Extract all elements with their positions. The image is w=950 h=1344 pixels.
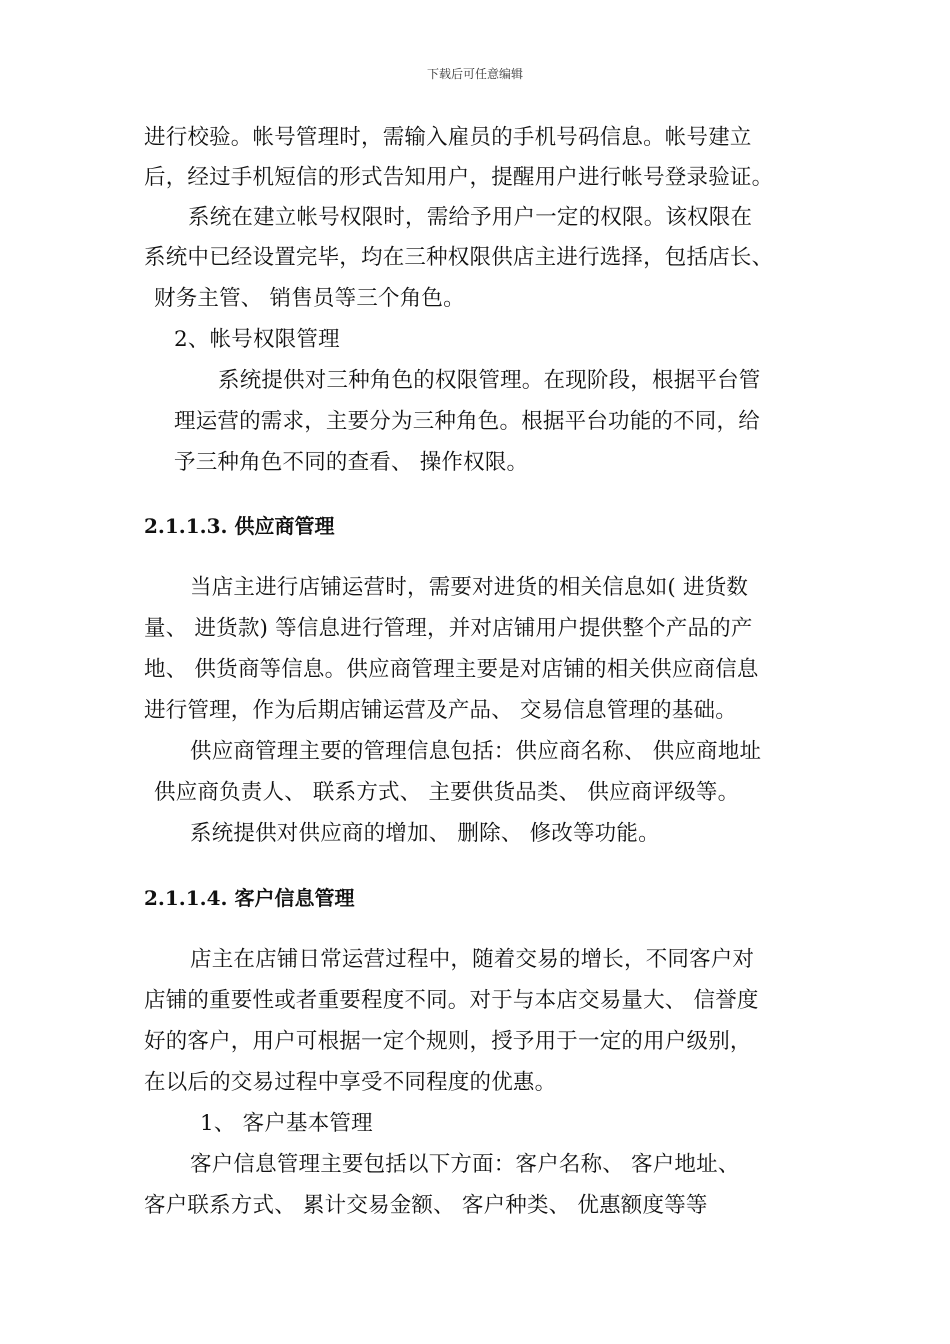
page-header-note: 下载后可任意编辑 (426, 67, 523, 81)
body-text-line: 予三种角色不同的查看、 操作权限。 (174, 450, 529, 475)
body-text-line: 系统提供对供应商的增加、 删除、 修改等功能。 (190, 821, 660, 846)
section-heading-supplier: 2.1.1.3. 供应商管理 (144, 514, 335, 538)
body-text-line: 系统中已经设置完毕，均在三种权限供店主进行选择，包括店长、 (144, 245, 774, 270)
body-text-line: 进行管理，作为后期店铺运营及产品、 交易信息管理的基础。 (144, 698, 737, 723)
body-text-line: 客户联系方式、 累计交易金额、 客户种类、 优惠额度等等 (144, 1193, 708, 1218)
body-text-line: 供应商管理主要的管理信息包括：供应商名称、 供应商地址 (190, 739, 762, 764)
body-text-line: 系统提供对三种角色的权限管理。在现阶段，根据平台管 (218, 368, 761, 393)
body-text-line: 店主在店铺日常运营过程中，随着交易的增长，不同客户对 (190, 947, 755, 972)
body-text-line: 理运营的需求，主要分为三种角色。根据平台功能的不同，给 (174, 409, 760, 434)
body-text-line: 进行校验。帐号管理时，需输入雇员的手机号码信息。帐号建立 (144, 125, 752, 150)
body-text-line: 客户信息管理主要包括以下方面：客户名称、 客户地址、 (190, 1152, 740, 1177)
list-item-heading: 2、帐号权限管理 (174, 327, 340, 352)
list-item-heading: 1、 客户基本管理 (200, 1111, 373, 1136)
body-text-line: 地、 供货商等信息。供应商管理主要是对店铺的相关供应商信息 (144, 657, 759, 682)
body-text-line: 量、 进货款) 等信息进行管理，并对店铺用户提供整个产品的产 (144, 616, 753, 641)
section-heading-customer: 2.1.1.4. 客户信息管理 (144, 886, 355, 910)
body-text-line: 店铺的重要性或者重要程度不同。对于与本店交易量大、 信誉度 (144, 988, 759, 1013)
body-text-line: 当店主进行店铺运营时，需要对进货的相关信息如( 进货数 (190, 575, 749, 600)
body-text-line: 供应商负责人、 联系方式、 主要供货品类、 供应商评级等。 (154, 780, 740, 805)
body-text-line: 财务主管、 销售员等三个角色。 (154, 286, 465, 311)
body-text-line: 后，经过手机短信的形式告知用户，提醒用户进行帐号登录验证。 (144, 165, 774, 190)
body-text-line: 在以后的交易过程中享受不同程度的优惠。 (144, 1070, 557, 1095)
body-text-line: 系统在建立帐号权限时，需给予用户一定的权限。该权限在 (188, 205, 753, 230)
body-text-line: 好的客户，用户可根据一定个规则，授予用于一定的用户级别， (144, 1029, 752, 1054)
